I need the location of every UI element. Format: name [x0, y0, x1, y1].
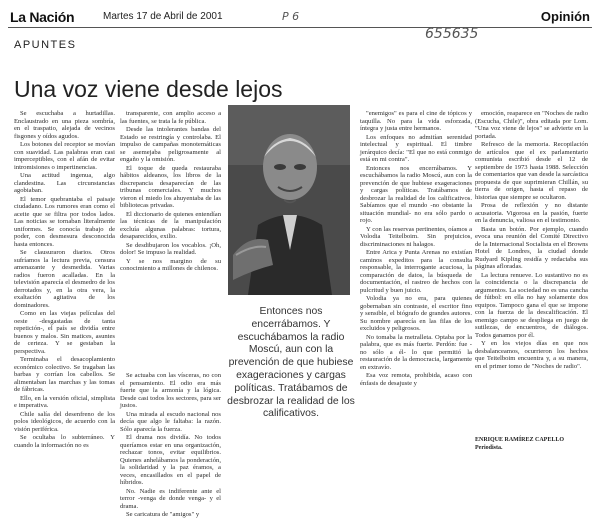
author-photo	[228, 105, 350, 295]
paragraph: transparente, con amplio acceso a las fuentes, se trata la fe pública.	[120, 110, 221, 125]
paragraph: Prosa de reflexión y no distante acusatoria. Vigorosa en la pasión, fuerte en la denuncia, valiosa en el testimonio.	[475, 202, 588, 224]
paragraph: Esa voz remota, prohibida, acaso con énfasis de desajuste y	[360, 372, 472, 387]
portrait-illustration	[228, 105, 350, 295]
article-column-2-top	[120, 110, 221, 300]
headline: Una voz viene desde lejos	[14, 76, 283, 102]
paper-name: La Nación	[10, 9, 75, 25]
section-name: Opinión	[540, 9, 590, 24]
article-column-3	[360, 110, 472, 450]
column-label: APUNTES	[14, 39, 77, 51]
paragraph: Basta un botón. Por ejemplo, cuando evoca una reunión del Comité Directivo de la Internacional Socialista en el Browns Hotel de Londres, la ciudad donde Rudyard Kipling residía y redactaba sus páginas afloradas.	[475, 225, 588, 270]
paragraph: No tomaba la metralleta. Optaba por la palabra, que es más fuerte. Perdón: fue -no sólo a él- lo que permitió la restauración de la democracia, largamente en extravío.	[360, 333, 472, 371]
paragraph: Una mirada al escudo nacional nos decía que algo le faltaba: la razón. Sólo aparecía la fuerza.	[120, 410, 221, 433]
paragraph: Volodia ya no era, para quienes gobernaban sin contraste, el escritor fino y sensible, el biógrafo de grandes autores. Su nombre aparecía en las filas de los excluidos y peligrosos.	[360, 295, 472, 332]
paragraph: Se ocultaba lo subterráneo. Y cuando la información no es	[14, 434, 115, 449]
paragraph: Entre Arica y Punta Arenas no existían caminos expeditos para la consulta responsable, la interrogante acuciosa, la comparación de datos, la búsqueda de documentación, el rastreo de hechos con pulcritud y buen juicio.	[360, 249, 472, 294]
paragraph: Se caricatura de "amigos" y	[126, 511, 200, 518]
paragraph: La lectura renueve. Lo sustantivo no es la coincidencia o la discrepancia de argumentos. La sociedad no es una cancha de fútbol: en ella no hay solamente dos equipos. Tampoco gana el que se impone con la fuerza de la descalificación. El enemigo campo se despliega en juego de sutilezas, de encuentros, de diálogos. Todos ganamos por él.	[475, 271, 588, 339]
paragraph: El drama nos dividía. No todos queríamos estar en una organización, rechazar tonos, evitar equilibrios. Quienes anhelábamos la ponderación, la solidaridad y la paz éramos, a veces, encasillados en el papel de híbridos.	[120, 434, 221, 486]
paragraph: Y en los viejos días en que nos desbalanceamos, ocurrieron los hechos que Teitelboim encuentra y, a su manera, en el primer tomo de "Noches de radio".	[475, 340, 588, 370]
paragraph: Una actitud ingenua, algo clandestina. Las circunstancias agobiaban.	[14, 172, 115, 194]
paragraph: Y se nos margino de su conocimiento a millones de chilenos.	[120, 257, 221, 272]
paragraph: "enemigos" es para el cine de tópicos y taquilla. No para la vida esforzada, íntegra y justa entre hermanos.	[360, 110, 472, 132]
paragraph: Se clausuraron diarios. Otros sufríamos la lectura previa, censura amenazante y desmedida. Varias radios fueron acalladas. En la televisión aparecía el desmedro de los derrotados y, en la otra vera, la exaltación agitativa de los dominadores.	[14, 249, 115, 309]
article-column-2-bottom	[120, 372, 221, 518]
author-signature	[475, 437, 564, 452]
author-name: ENRIQUE RAMÍREZ CAPELLO	[475, 437, 565, 443]
pull-quote: Entonces nos encerrábamos. Y escuchábamos la radio Moscú, aun con la prevención de que hubiese exageraciones y cargas políticas. Tratábamos de desbrozar la realidad de los calificativos.	[227, 306, 355, 420]
paragraph: El temor quebrantaba el paisaje ciudadano. Los rumores eran como el aceite que se filtra por todos lados. Las noticias se tornaban literalmente uniformes. Se conocía trabajo de poder, con desmesura desconocida hasta entonces.	[14, 195, 115, 248]
paragraph: Desde las intolerantes bandas del Estado se restringía y controlaba. El impulso de campañas monotemáticas se asemejaba peligrosamente al engaño y la omisión.	[120, 126, 221, 163]
paragraph: emoción, reaparece en "Noches de radio (Escucha, Chile)", obra editada por Lom. "Una voz viene de lejos" se advierte en la portada.	[475, 110, 588, 140]
paragraph: El toque de queda restauraba hábitos aldeanos, los libros de la discrepancia desaparecían de las tribunas comerciales. Y muchos vieron el miedo los ahuyentaba de las bibliotecas privadas.	[120, 164, 221, 209]
paragraph: Chile salía del desenfreno de los polos ideológicos, de acuerdo con la visión periférica.	[14, 410, 115, 433]
article-column-1	[14, 110, 115, 450]
header-rule	[8, 27, 592, 28]
paragraph: Los botones del receptor se movían con suavidad. Las palabras eran casi imperceptibles, con el afán de evitar intromisiones o impertinencias.	[14, 141, 115, 171]
handwritten-archive-number: 655635	[425, 26, 479, 42]
handwritten-page-mark: P 6	[282, 10, 300, 23]
publication-date: Martes 17 de Abril de 2001	[103, 11, 223, 22]
paragraph: Terminaba el desacoplamiento económico colectivo. Se tragaban las barbas y corrían los cabellos. Se alimentaban las marchas y las tomas de fábricas.	[14, 356, 115, 393]
paragraph: Se desdibujaron los vocablos. ¡Oh, dolor! Se impuso la realidad.	[120, 241, 221, 256]
paragraph: El diccionario de quienes entendían las técnicas de la manipulación excluía algunas palabras: tortura, desaparecidos, exilio.	[120, 210, 221, 240]
paragraph: Como en las viejas películas del oeste -desgastadas de tanta repetición-, el país se dividía entre buenos y malos. Sin matices, asuntes de certeza. Y se gestaban la perspectiva.	[14, 310, 115, 355]
article-column-4	[475, 110, 588, 440]
paragraph: Se actuaba con las vísceras, no con el pensamiento. El odio era más fuerte que la armonía y la lógica. Desde casi todos los sectores, para ser justos.	[120, 372, 221, 409]
author-role: Periodista.	[475, 444, 503, 451]
paragraph: Los enfoques no admitían serenidad intelectual y espiritual. El timbre jerárquico decía: "El que no está conmigo está en mi contra".	[360, 133, 472, 163]
paragraph: Entonces nos encerrábamos. Y escuchábamos la radio Moscú, aun con la prevención de que hubiese exageraciones y cargas políticas. Tratábamos de desbrozar la realidad de los calificativos. Sabíamos que el mundo -no obstante la situación mundial- no era sólo pardo o rojo.	[360, 164, 472, 224]
paragraph: No. Nadie es indiferente ante el terror -venga de donde venga- y el drama.	[120, 487, 221, 510]
paragraph: Ello, en la versión oficial, simplista e imperativa.	[14, 394, 115, 409]
paragraph: Refresco de la memoria. Recopilación de artículos que el ex parlamentario comunista escribió desde el 12 de septiembre de 1973 hasta 1988. Selección de comentarios que van desde la sarcástica propuesta de que suprimieran Chillán, su tierra de origen, hasta el repaso de historias que siempre se ocultaron.	[475, 141, 588, 201]
paragraph: Y con las reservas pertinentes, oíamos a Volodia Teitelboim. Sin prejuicios, discriminaciones ni halagos.	[360, 225, 472, 248]
paragraph: Se escuchaba a hurtadillas. Enclaustrado en una pieza sombría, en el traspatio, alejada de vecinos fisgones y oídos agudos.	[14, 110, 115, 140]
